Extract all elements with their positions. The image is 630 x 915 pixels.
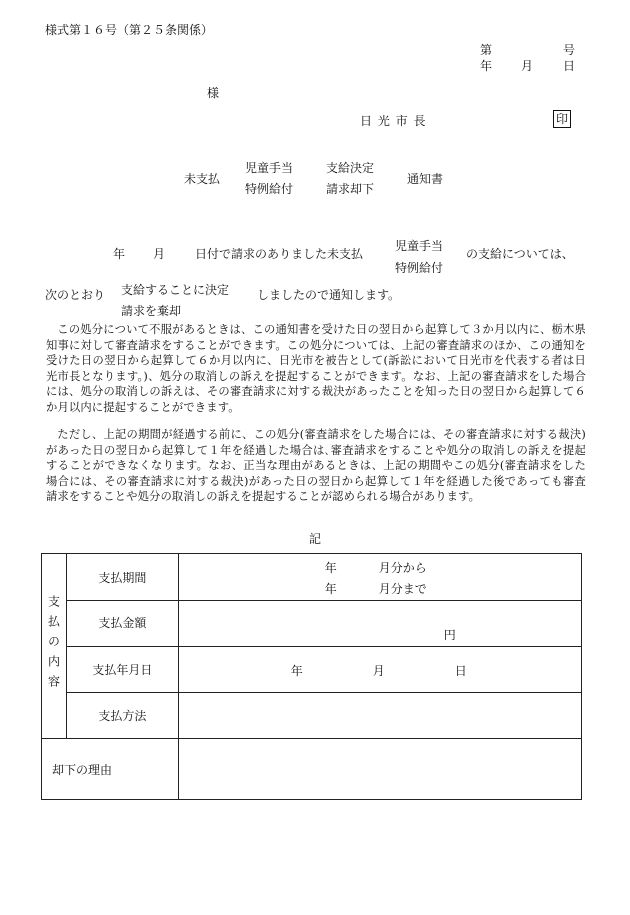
- pay-date-month: 月: [372, 664, 385, 678]
- title-option1-line1: 児童手当: [245, 161, 294, 175]
- line1-option1: 児童手当: [395, 239, 444, 253]
- issuer: 日 光 市 長: [360, 114, 427, 128]
- payment-details-label: 支払の内容: [46, 594, 61, 695]
- period-label-cell: [66, 554, 178, 601]
- period-from-text: 月分から: [378, 561, 427, 575]
- payment-table: [41, 553, 582, 800]
- date-day: 日: [563, 59, 576, 73]
- period-to-year: 年: [324, 582, 337, 596]
- amount-value-cell[interactable]: [178, 601, 581, 647]
- line1-option2: 特例給付: [395, 261, 444, 275]
- pay-date-label: 支払年月日: [92, 663, 153, 677]
- pay-method-value-cell[interactable]: [178, 693, 581, 739]
- record-heading: 記: [309, 532, 322, 546]
- request-month: 月: [153, 247, 166, 261]
- period-label: 支払期間: [98, 570, 147, 585]
- number-label: 第: [480, 43, 493, 57]
- amount-label-cell: [66, 601, 178, 647]
- title-suffix: 通知書: [407, 172, 444, 186]
- date-year: 年: [480, 59, 493, 73]
- line2-option1: 支給することに決定: [121, 283, 230, 297]
- amount-unit: 円: [443, 628, 456, 642]
- pay-date-day: 日: [454, 664, 467, 678]
- title-option1-line2: 特例給付: [245, 182, 294, 196]
- addressee-suffix: 様: [207, 86, 220, 100]
- number-suffix: 号: [563, 43, 576, 57]
- title-option2-line2: 請求却下: [326, 182, 375, 196]
- amount-label: 支払金額: [98, 616, 147, 630]
- date-month: 月: [521, 59, 534, 73]
- request-text: 日付で請求のありました未支払: [195, 247, 364, 261]
- title-prefix: 未支払: [184, 172, 221, 186]
- pay-method-label: 支払方法: [98, 709, 147, 723]
- title-option2-line1: 支給決定: [326, 161, 375, 175]
- line2-prefix: 次のとおり: [45, 288, 106, 302]
- seal-stamp: 印: [553, 110, 571, 128]
- period-from-year: 年: [324, 561, 337, 575]
- pay-date-value-cell[interactable]: [178, 647, 581, 693]
- rejection-reason-label: 却下の理由: [52, 762, 113, 777]
- line2-tail: しましたので通知します。: [257, 288, 401, 302]
- line1-tail: の支給については、: [466, 247, 574, 261]
- period-value-cell[interactable]: [178, 554, 581, 601]
- form-label: 様式第１６号（第２５条関係）: [45, 23, 214, 37]
- appeal-paragraph-1: この処分について不服があるときは、この通知書を受けた日の翌日から起算して３か月以内に、栃木県知事に対して審査請求をすることができます。この処分については、上記の審査請求のほか、この通知を受けた日の翌日から起算して６か月以内に、日光市を被告として(訴訟において日光市を代表する者は日光市長となります。)、処分の取消しの訴えを提起することができます。なお、上記の審査請求をした場合には、処分の取消しの訴えは、その審査請求に対する裁決があったことを知った日の翌日から起算して６か月以内に提起することができます。: [46, 323, 586, 414]
- rejection-reason-value-cell[interactable]: [178, 739, 581, 800]
- period-to-text: 月分まで: [378, 582, 427, 596]
- appeal-paragraph-2: ただし、上記の期間が経過する前に、この処分(審査請求をした場合には、その審査請求に対する裁決)があった日の翌日から起算して１年を経過した場合は､審査請求をすることや処分の取消しの訴えを提起することができなくなります。なお、正当な理由があるときは、上記の期間やこの処分(審査請求をした場合には、その審査請求に対する裁決)があった日の翌日から起算して１年を経過した後であっても審査請求をすることや処分の取消しの訴えを提起することが認められる場合があります。: [46, 428, 586, 503]
- line2-option2: 請求を棄却: [121, 304, 182, 318]
- method-label-cell: [66, 693, 178, 739]
- date-label-cell: [66, 647, 178, 693]
- pay-date-year: 年: [290, 664, 303, 678]
- payment-details-group: [42, 554, 67, 739]
- request-year: 年: [113, 247, 126, 261]
- rejection-label-cell: [42, 739, 179, 800]
